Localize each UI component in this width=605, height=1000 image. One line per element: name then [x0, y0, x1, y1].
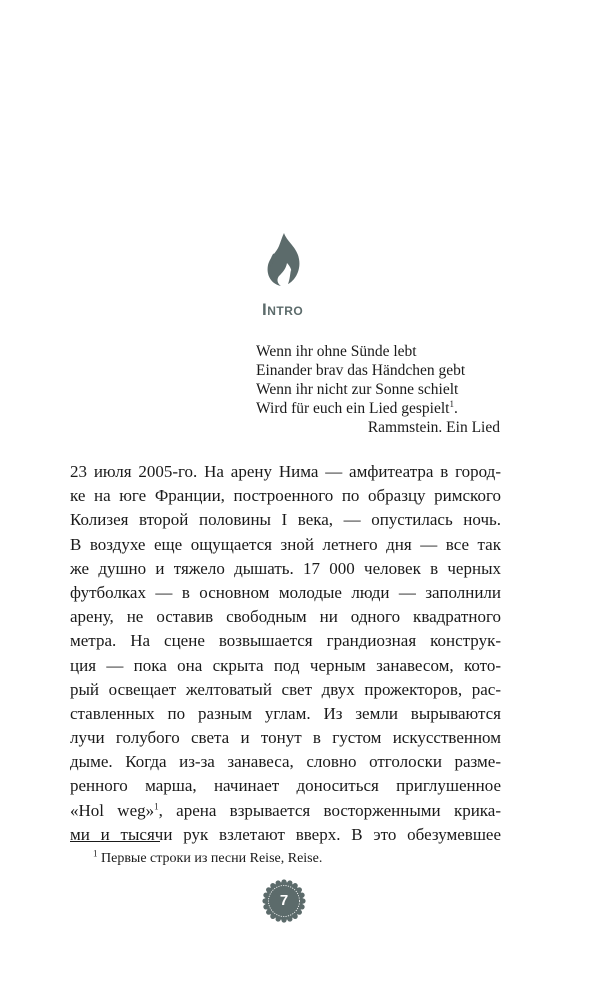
body-line: ми и тысячи рук взлетают вверх. В это обезумевшее	[70, 824, 501, 844]
body-line: футболках — в основном молодые люди — заполнили	[70, 582, 501, 602]
body-line: же душно и тяжело дышать. 17 000 человек в черных	[70, 558, 501, 578]
epigraph	[256, 342, 500, 437]
body-line: арену, не оставив свободным ни одного квадратного	[70, 607, 501, 627]
footnote-text: Первые строки из песни Reise, Reise.	[97, 851, 323, 866]
epigraph-line: Wenn ihr ohne Sünde lebt	[256, 343, 417, 360]
body-line: дыме. Когда из-за занавеса, словно отголоски разме-	[70, 752, 501, 772]
body-line: лучи голубого света и тонут в густом искусственном	[70, 728, 501, 748]
chapter-title: Intro	[262, 300, 304, 319]
flame-icon	[262, 232, 306, 288]
body-line: Колизея второй половины I века, — опустилась ночь.	[70, 510, 501, 530]
epigraph-line: Wenn ihr nicht zur Sonne schielt	[256, 381, 459, 398]
footnote	[93, 850, 322, 868]
epigraph-footnote-mark: 1	[449, 398, 454, 409]
epigraph-line: Einander brav das Händchen gebt	[256, 362, 466, 379]
body-line-text: «Hol weg»	[70, 800, 155, 820]
footnote-divider	[70, 841, 160, 842]
body-line: метра. На сцене возвышается грандиозная конструк-	[70, 631, 501, 651]
body-footnote-mark: 1	[154, 800, 159, 811]
epigraph-source: Rammstein. Ein Lied	[367, 419, 500, 436]
body-line-text: , арена взрывается восторженными крика-	[158, 800, 502, 820]
body-paragraph	[70, 460, 501, 847]
body-line: В воздухе еще ощущается зной летнего дня — все так	[70, 534, 501, 554]
footnote-mark: 1	[93, 848, 98, 859]
page-number: 7	[279, 892, 289, 909]
body-line: ставленных по разным углам. Из земли вырываются	[70, 703, 501, 723]
body-line: ция — пока она скрыта под черным занавесом, кото-	[70, 655, 501, 675]
body-line: ренного марша, начинает доноситься приглушенное	[70, 776, 501, 796]
body-line: рый освещает желтоватый свет двух прожекторов, рас-	[70, 679, 501, 699]
body-line: 23 июля 2005-го. На арену Нима — амфитеатра в город-	[70, 462, 501, 481]
epigraph-line-last: Wird für euch ein Lied gespielt$^1$.	[256, 398, 458, 417]
epigraph-line-text: Wird für euch ein Lied gespielt	[256, 400, 450, 417]
body-line: ке на юге Франции, построенного по образцу римского	[70, 486, 501, 506]
body-line	[70, 799, 501, 823]
